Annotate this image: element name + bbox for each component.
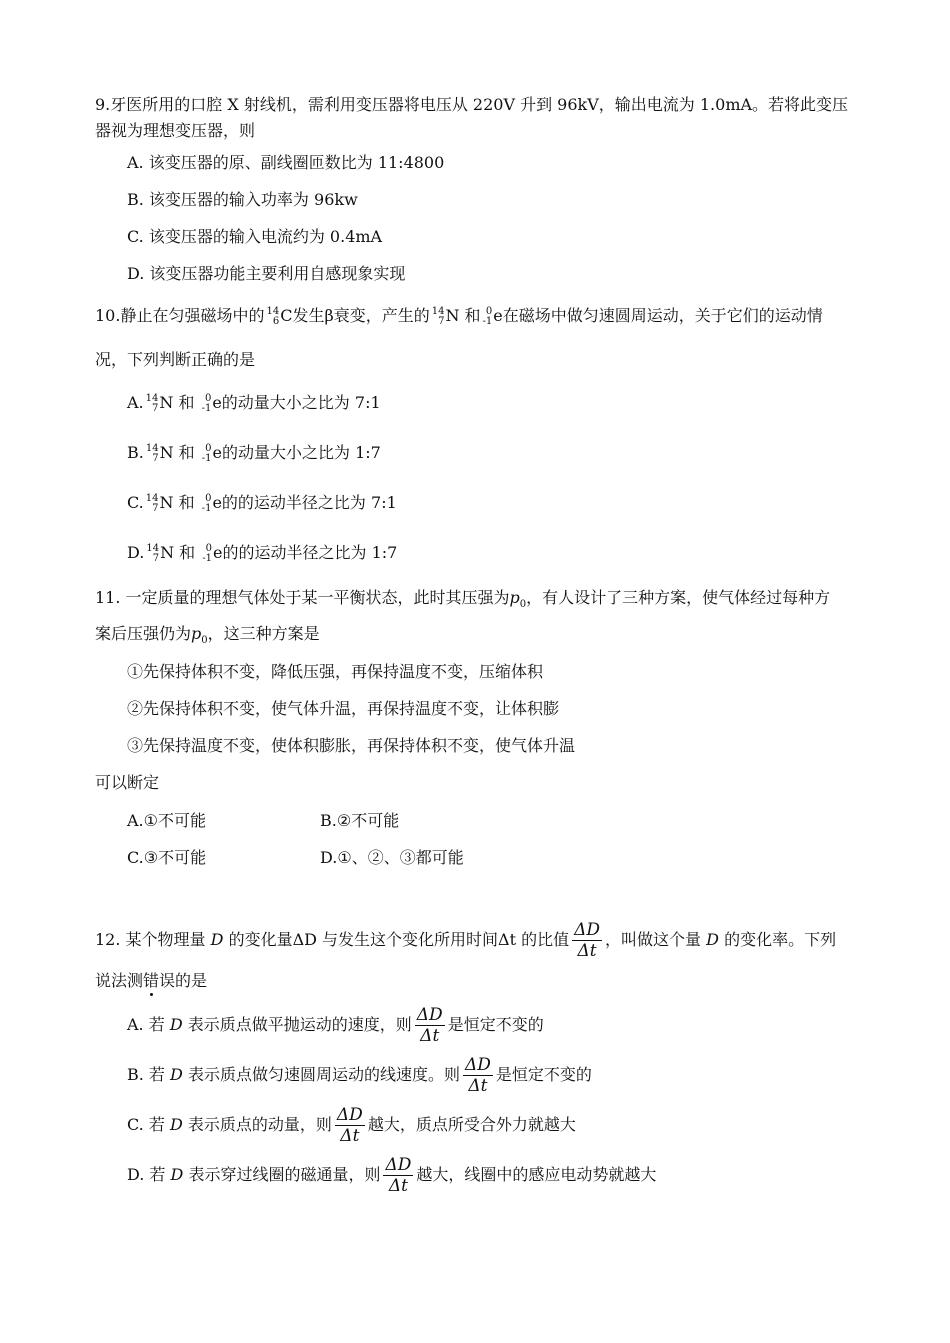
q11-option-c: C.③不可能 [127,848,207,867]
q11-option-d: D.①、②、③都可能 [320,848,464,867]
q12-stem-line1: 12. 某个物理量 D 的变化量ΔD 与发生这个变化所用时间Δt 的比值 $\frac{\Delta D}{\Delta t}$ ，叫做这个量 D 的变化率。下列 [95,920,837,961]
q12-option-b: B. 若 D 表示质点做匀速圆周运动的线速度。则 $\frac{\Delta D}{\Delta t}$ 是恒定不变的 [127,1055,592,1096]
q9-stem-line2: 器视为理想变压器，则 [95,121,256,140]
rate-fraction: $\frac{\Delta D}{\Delta t}$ [574,920,601,961]
q11-option-a: A.①不可能 [127,811,206,830]
q11-scheme-3: ③先保持温度不变，使体积膨胀，再保持体积不变，使气体升温 [127,736,576,755]
q12-option-d: D. 若 D 表示穿过线圈的磁通量，则 $\frac{\Delta D}{\Delta t}$ 越大，线圈中的感应电动势就越大 [127,1155,657,1196]
q10-stem-line2: 况，下列判断正确的是 [95,350,256,369]
electron-nuclide: 0 -1 e [482,305,503,327]
q9-option-a: A. 该变压器的原、副线圈匝数比为 11:4800 [127,153,445,172]
q11-stem-line2: 案后压强仍为$p_0$，这三种方案是 [95,624,320,647]
nitrogen-14-nuclide: 14 7 N [431,305,460,327]
q9-stem-line1: 9.牙医所用的口腔 X 射线机，需利用变压器将电压从 220V 升到 96kV，输出电流为 1.0mA。若将此变压 [95,95,849,114]
emphasis-dot-char: 错 [143,971,160,990]
q11-stem-line1: 11. 一定质量的理想气体处于某一平衡状态，此时其压强为$p_0$，有人设计了三种方案，使气体经过每种方 [95,588,831,611]
q11-scheme-1: ①先保持体积不变，降低压强，再保持温度不变，压缩体积 [127,662,544,681]
q10-option-c: C. 14 7 N 和 0 -1 e的的运动半径之比为 7:1 [127,492,397,514]
q12-stem-line2: 说法测错误的是 [95,971,208,990]
q12-option-c: C. 若 D 表示质点的动量，则 $\frac{\Delta D}{\Delta t}$ 越大，质点所受合外力就越大 [127,1105,576,1146]
carbon-14-nuclide: 14 6 C [266,305,293,327]
q10-option-a: A. 14 7 N 和 0 -1 e的动量大小之比为 7:1 [127,392,381,414]
q10-stem-line1: 10.静止在匀强磁场中的 14 6 C发生β衰变，产生的 14 7 N 和 0 -1 e在磁场中做匀速圆周运动，关于它们的运动情 [95,305,823,327]
q9-option-b: B. 该变压器的输入功率为 96kw [127,190,358,209]
q10-option-b: B. 14 7 N 和 0 -1 e的动量大小之比为 1:7 [127,442,381,464]
q9-option-d: D. 该变压器功能主要利用自感现象实现 [127,264,406,283]
q11-conclude: 可以断定 [95,773,160,792]
q11-option-b: B.②不可能 [320,811,400,830]
q12-option-a: A. 若 D 表示质点做平抛运动的速度，则 $\frac{\Delta D}{\Delta t}$ 是恒定不变的 [127,1005,544,1046]
q11-scheme-2: ②先保持体积不变，使气体升温，再保持温度不变，让体积膨 [127,699,560,718]
q10-option-d: D. 14 7 N 和 0 -1 e的的运动半径之比为 1:7 [127,542,398,564]
q9-option-c: C. 该变压器的输入电流约为 0.4mA [127,227,383,246]
